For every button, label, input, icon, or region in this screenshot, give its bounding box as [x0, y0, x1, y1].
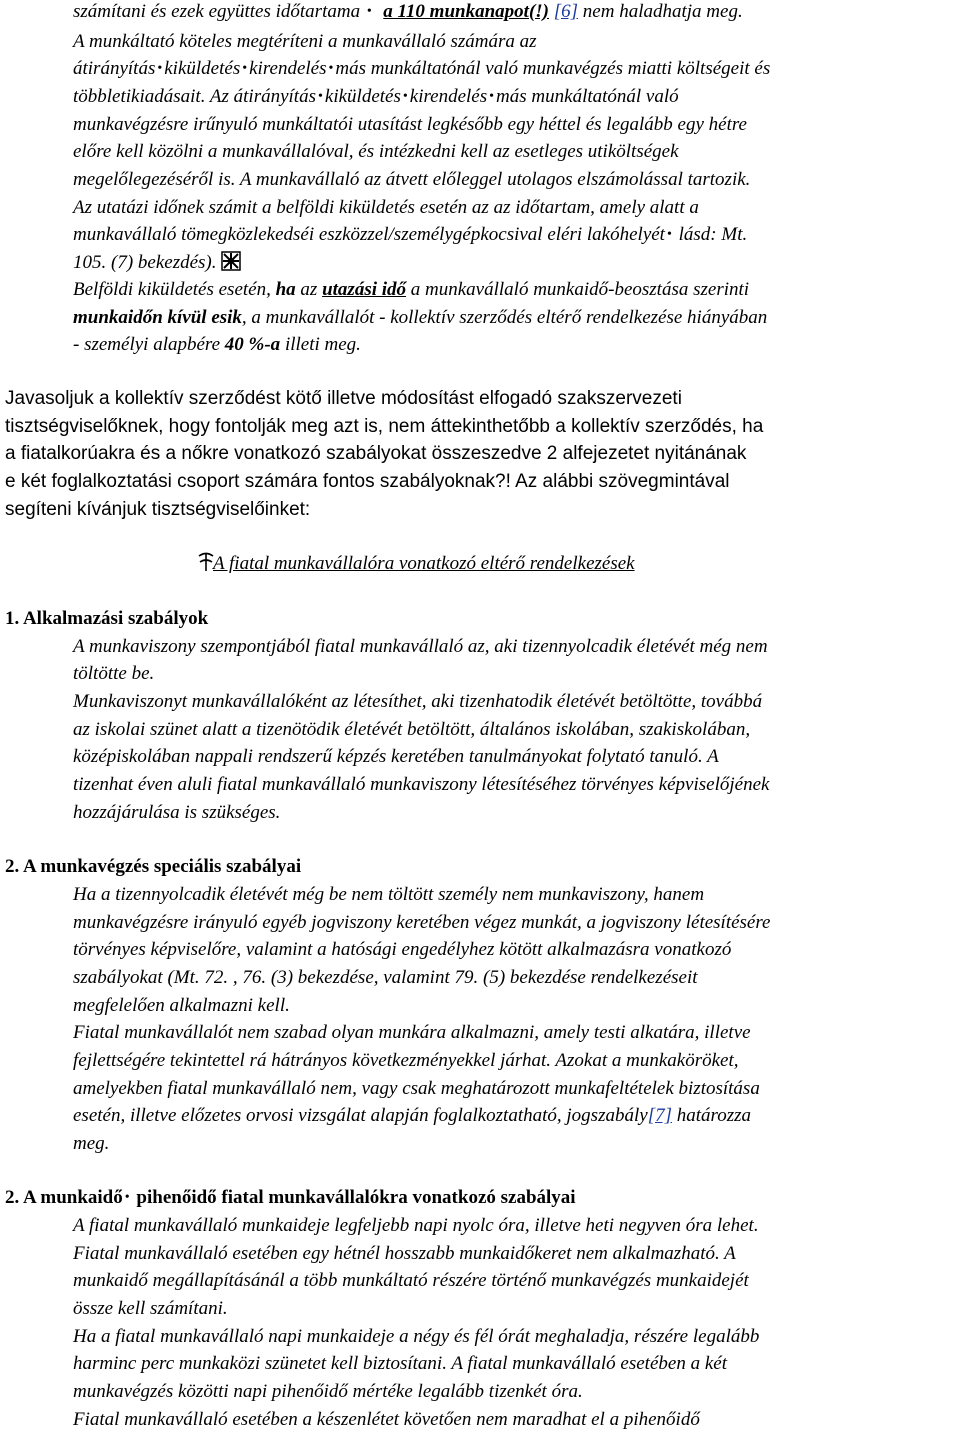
- text-line: A fiatal munkavállaló munkaideje legfeljebb napi nyolc óra, illetve heti negyven óra lehet.: [73, 1215, 759, 1236]
- footnote-link[interactable]: [7]: [647, 1105, 672, 1126]
- text-line: [73, 0, 743, 27]
- text-line: az iskolai szünet alatt a tizenötödik életévét betöltött, általános iskolában, szakiskolában,: [73, 719, 751, 740]
- text-line: munkaidő megállapításánál a több munkáltató részére történő munkavégzés munkaidejét: [73, 1270, 749, 1291]
- text-line: [73, 250, 241, 279]
- text-run: a munkavállaló munkaidő-beosztása szerinti: [410, 279, 750, 300]
- text-line: [73, 222, 747, 250]
- text-run: kirendelés: [249, 58, 327, 79]
- emphasis-text: munkaidőn kívül esik: [73, 307, 242, 328]
- section-heading: 1. Alkalmazási szabályok: [5, 608, 209, 629]
- text-run: illeti meg.: [280, 334, 361, 355]
- bullet-glyph: •: [402, 89, 408, 104]
- text-line: középiskolában nappali rendszerű képzés keretében tanulmányokat folytató tanuló. A: [73, 746, 719, 767]
- text-line: tizenhat éven aluli fiatal munkavállaló munkaviszony létesítéséhez törvényes képviselőjének: [73, 774, 770, 795]
- text-run: átirányítás: [73, 58, 156, 79]
- text-line: Ha a fiatal munkavállaló napi munkaideje a négy és fél órát meghaladja, részére legalább: [73, 1326, 760, 1347]
- text-run: , a munkavállalót - kollektív szerződés eltérő rendelkezése hiányában: [241, 307, 768, 328]
- text-line: munkavégzés közötti napi pihenőidő mértéke legalább tizenkét óra.: [73, 1381, 583, 1402]
- text-line: tisztségviselőknek, hogy fontolják meg azt is, nem áttekinthetőbb a kollektív szerződés, ha: [5, 416, 764, 437]
- bookmark-icon: [221, 251, 241, 279]
- text-line: meg.: [73, 1133, 110, 1154]
- text-run: többletikiadásait.: [73, 86, 206, 107]
- emphasis-text: a 110 munkanapot(!): [383, 1, 549, 22]
- text-line: e két foglalkoztatási csoport számára fontos szabályoknak?! Az alábbi szövegmintával: [5, 471, 730, 492]
- text-line: Fiatal munkavállalót nem szabad olyan munkára alkalmazni, amely testi alkatára, illetve: [73, 1022, 751, 1043]
- text-line: amelyekben fiatal munkavállaló nem, vagy csak meghatározott munkafeltételek biztosítása: [73, 1078, 760, 1099]
- text-line: [73, 305, 767, 331]
- text-line: munkavégzésre irűnyuló munkáltatói utasítást legkésőbb egy héttel és legalább egy hétre: [73, 114, 747, 135]
- text-run: kiküldetés: [324, 86, 401, 107]
- text-line: töltötte be.: [73, 663, 155, 684]
- section-title-text: A fiatal munkavállalóra vonatkozó eltérő rendelkezések: [213, 553, 635, 574]
- text-line: A munkáltató köteles megtéríteni a munkavállaló számára az: [73, 31, 537, 52]
- text-line: [73, 56, 770, 84]
- bullet-glyph: •: [317, 89, 323, 104]
- section-heading: 2. A munkavégzés speciális szabályai: [5, 856, 302, 877]
- text-line: [73, 1103, 751, 1129]
- bullet-glyph: •: [489, 89, 495, 104]
- text-run: kiküldetés: [164, 58, 241, 79]
- text-run: lásd: Mt.: [678, 224, 748, 245]
- text-line: Munkaviszonyt munkavállalóként az létesíthet, aki tizenhatodik életévét betöltötte, továbbá: [73, 691, 763, 712]
- text-run: 105. (7) bekezdés).: [73, 252, 217, 273]
- text-line: Fiatal munkavállaló esetében a készenlétet követően nem maradhat el a pihenőidő: [73, 1409, 700, 1430]
- text-line: hozzájárulása is szükséges.: [73, 802, 281, 823]
- text-line: Javasoljuk a kollektív szerződést kötő illetve módosítást elfogadó szakszervezeti: [5, 388, 682, 409]
- heading-text: 2. A munkaidő: [5, 1187, 123, 1208]
- text-run: határozza: [671, 1105, 751, 1126]
- text-line: segíteni kívánjuk tisztségviselőinket:: [5, 499, 311, 520]
- text-line: harminc perc munkaközi szünetet kell biztosítani. A fiatal munkavállaló esetében a két: [73, 1353, 727, 1374]
- text-line: Ha a tizennyolcadik életévét még be nem töltött személy nem munkaviszony, hanem: [73, 884, 705, 905]
- bullet-glyph: •: [666, 227, 672, 242]
- emphasis-text: utazási idő: [322, 279, 407, 300]
- bullet-glyph: •: [366, 4, 372, 19]
- text-run: - személyi alapbére: [73, 334, 221, 355]
- emphasis-text: 40: [224, 334, 244, 355]
- text-line: össze kell számítani.: [73, 1298, 228, 1319]
- bullet-glyph: •: [242, 61, 248, 76]
- text-line: [73, 277, 749, 303]
- text-run: Belföldi kiküldetés esetén,: [73, 279, 271, 300]
- text-line: törvényes képviselőre, valamint a hatósági engedélyhez kötött alkalmazásra vonatkozó: [73, 939, 732, 960]
- text-run: nem haladhatja meg.: [582, 1, 743, 22]
- bullet-glyph: •: [157, 61, 163, 76]
- bullet-glyph: •: [328, 61, 334, 76]
- text-line: megelőlegezéséről is. A munkavállaló az átvett előleggel utolagos elszámolással tartozik.: [73, 169, 751, 190]
- emphasis-text: %-a: [248, 334, 281, 355]
- footnote-link[interactable]: [6]: [553, 1, 579, 22]
- text-line: [73, 332, 361, 358]
- text-run: az: [300, 279, 318, 300]
- text-line: A munkaviszony szempontjából fiatal munkavállaló az, aki tizennyolcadik életévét még nem: [73, 636, 768, 657]
- text-line: megfelelően alkalmazni kell.: [73, 995, 290, 1016]
- text-line: Az utatázi időnek számit a belföldi kiküldetés esetén az az időtartam, amely alatt a: [73, 197, 699, 218]
- text-line: fejlettségére tekintettel rá hátrányos következményekkel járhat. Azokat a munkaköröket,: [73, 1050, 739, 1071]
- text-run: Az átirányítás: [209, 86, 316, 107]
- text-line: munkavégzésre irányuló egyéb jogviszony keretében végez munkát, a jogviszony létesítésére: [73, 912, 771, 933]
- text-line: előre kell közölni a munkavállalóval, és intézkedni kell az esetleges utiköltségek: [73, 141, 679, 162]
- paragraph-icon: [198, 552, 214, 580]
- text-run: számítani és ezek együttes időtartama: [73, 1, 361, 22]
- text-line: Fiatal munkavállaló esetében egy hétnél hosszabb munkaidőkeret nem alkalmazható. A: [73, 1243, 736, 1264]
- text-line: a fiatalkorúakra és a nőkre vonatkozó szabályokat összeszedve 2 alfejezetet nyitánának: [5, 443, 747, 464]
- text-run: esetén, illetve előzetes orvosi vizsgálat alapján foglalkoztatható, jogszabály: [73, 1105, 648, 1126]
- bullet-glyph: •: [124, 1190, 130, 1205]
- section-title: [198, 551, 635, 580]
- text-run: munkavállaló tömegközlekedséi eszközzel/személygépkocsival eléri lakóhelyét: [73, 224, 665, 245]
- text-run: más munkáltatónál való: [496, 86, 679, 107]
- section-heading: [5, 1185, 576, 1213]
- text-line: szabályokat (Mt. 72. , 76. (3) bekezdése, valamint 79. (5) bekezdése rendelkezéseit: [73, 967, 698, 988]
- text-run: más munkáltatónál való munkavégzés miatti költségeit és: [335, 58, 771, 79]
- text-run: kirendelés: [409, 86, 488, 107]
- heading-text: pihenőidő fiatal munkavállalókra vonatkozó szabályai: [136, 1187, 576, 1208]
- emphasis-text: ha: [275, 279, 296, 300]
- text-line: [73, 84, 679, 112]
